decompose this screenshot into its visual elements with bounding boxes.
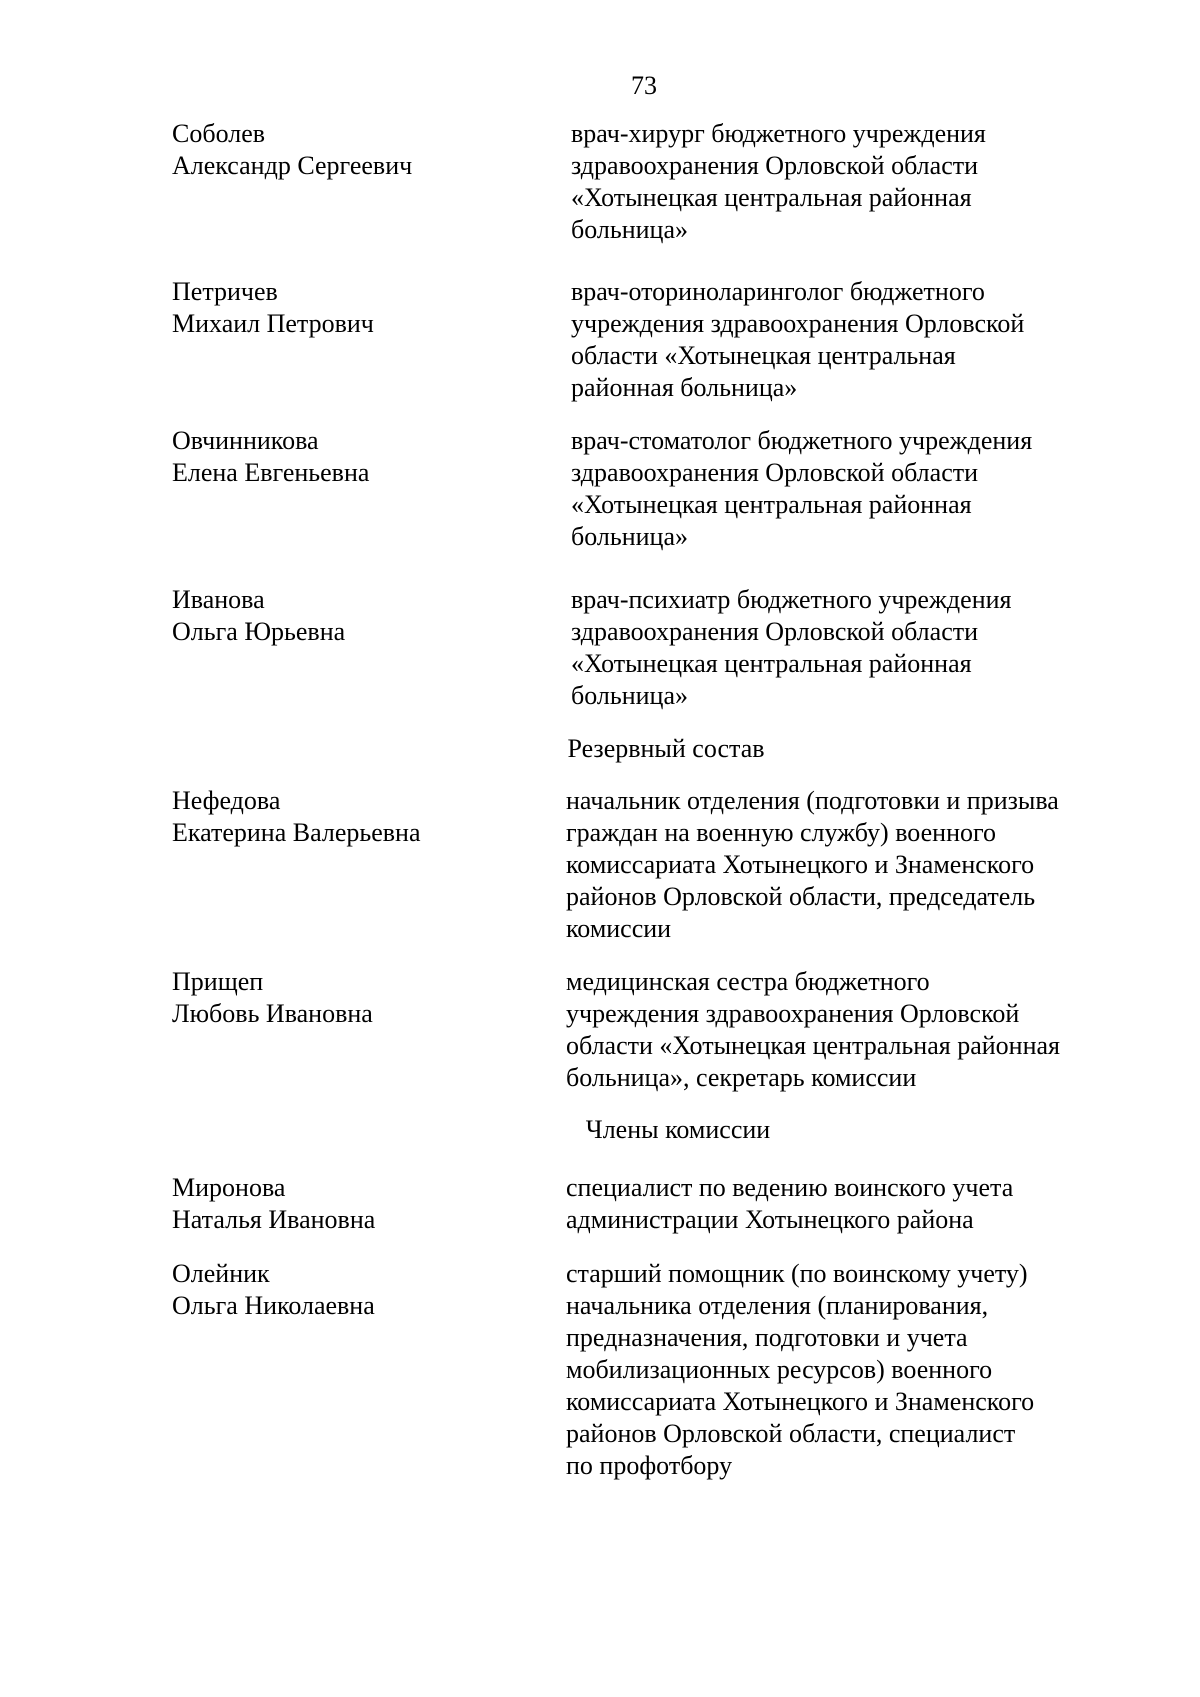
member-given-names: Екатерина Валерьевна	[172, 818, 421, 847]
member-given-names: Александр Сергеевич	[172, 151, 413, 180]
member-position	[571, 584, 1131, 712]
position-line: по профотбору	[566, 1451, 733, 1480]
member-name	[172, 785, 552, 849]
member-name	[172, 118, 552, 182]
position-line: здравоохранения Орловской области	[571, 617, 979, 646]
member-given-names: Ольга Юрьевна	[172, 617, 346, 646]
position-line: больница»	[571, 215, 688, 244]
member-given-names: Елена Евгеньевна	[172, 458, 370, 487]
position-line: больница»	[571, 522, 688, 551]
position-line: учреждения здравоохранения Орловской	[566, 999, 1020, 1028]
member-given-names: Ольга Николаевна	[172, 1291, 375, 1320]
position-line: больница», секретарь комиссии	[566, 1063, 917, 1092]
position-line: области «Хотынецкая центральная	[571, 341, 956, 370]
member-surname: Олейник	[172, 1259, 270, 1288]
position-line: медицинская сестра бюджетного	[566, 967, 930, 996]
member-name	[172, 1172, 552, 1236]
position-line: комиссариата Хотынецкого и Знаменского	[566, 1387, 1035, 1416]
position-line: здравоохранения Орловской области	[571, 458, 979, 487]
position-line: начальник отделения (подготовки и призыва	[566, 786, 1059, 815]
member-surname: Миронова	[172, 1173, 286, 1202]
member-surname: Нефедова	[172, 786, 281, 815]
position-line: предназначения, подготовки и учета	[566, 1323, 968, 1352]
position-line: старший помощник (по воинскому учету)	[566, 1259, 1028, 1288]
position-line: мобилизационных ресурсов) военного	[566, 1355, 993, 1384]
position-line: «Хотынецкая центральная районная	[571, 490, 972, 519]
position-line: врач-хирург бюджетного учреждения	[571, 119, 986, 148]
member-name	[172, 584, 552, 648]
member-given-names: Любовь Ивановна	[172, 999, 373, 1028]
position-line: врач-оториноларинголог бюджетного	[571, 277, 985, 306]
position-line: районная больница»	[571, 373, 798, 402]
position-line: районов Орловской области, специалист	[566, 1419, 1016, 1448]
position-line: администрации Хотынецкого района	[566, 1205, 974, 1234]
position-line: начальника отделения (планирования,	[566, 1291, 989, 1320]
member-name	[172, 1258, 552, 1322]
member-surname: Иванова	[172, 585, 265, 614]
position-line: «Хотынецкая центральная районная	[571, 183, 972, 212]
member-given-names: Михаил Петрович	[172, 309, 374, 338]
position-line: комиссариата Хотынецкого и Знаменского	[566, 850, 1035, 879]
member-position	[571, 276, 1131, 404]
position-line: «Хотынецкая центральная районная	[571, 649, 972, 678]
member-position	[571, 425, 1131, 553]
position-line: врач-психиатр бюджетного учреждения	[571, 585, 1012, 614]
position-line: граждан на военную службу) военного	[566, 818, 997, 847]
position-line: больница»	[571, 681, 688, 710]
member-surname: Петричев	[172, 277, 278, 306]
member-position	[566, 1258, 1126, 1482]
member-position	[566, 1172, 1126, 1236]
position-line: здравоохранения Орловской области	[571, 151, 979, 180]
member-given-names: Наталья Ивановна	[172, 1205, 376, 1234]
member-surname: Овчинникова	[172, 426, 319, 455]
member-position	[566, 966, 1126, 1094]
member-position	[566, 785, 1126, 945]
position-line: учреждения здравоохранения Орловской	[571, 309, 1025, 338]
position-line: специалист по ведению воинского учета	[566, 1173, 1014, 1202]
member-surname: Прищеп	[172, 967, 264, 996]
member-position	[571, 118, 1131, 246]
position-line: области «Хотынецкая центральная районная	[566, 1031, 1060, 1060]
position-line: врач-стоматолог бюджетного учреждения	[571, 426, 1033, 455]
page-number: 73	[631, 71, 657, 100]
position-line: комиссии	[566, 914, 672, 943]
section-heading-reserve: Резервный состав	[567, 734, 765, 763]
section-heading-members: Члены комиссии	[585, 1115, 771, 1144]
member-name	[172, 966, 552, 1030]
member-surname: Соболев	[172, 119, 266, 148]
member-name	[172, 276, 552, 340]
position-line: районов Орловской области, председатель	[566, 882, 1036, 911]
member-name	[172, 425, 552, 489]
